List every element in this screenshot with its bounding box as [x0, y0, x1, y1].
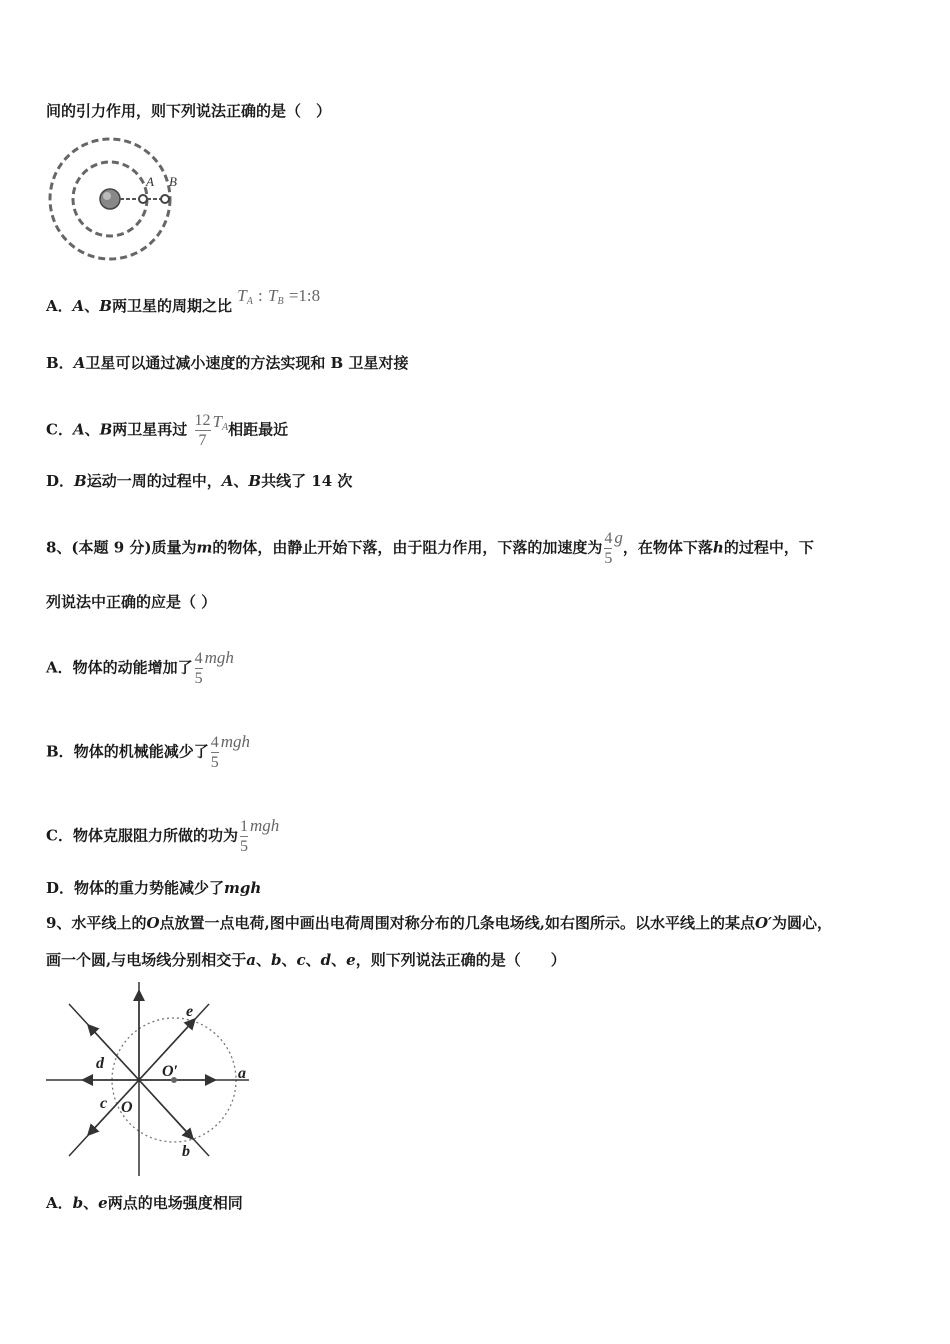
- fraction-12-7: $\frac{12}{7}$: [194, 412, 211, 449]
- label-b: B: [169, 174, 177, 189]
- q7-option-a: A．A、B两卫星的周期之比 $T_A$ : $T_B$ =1:8: [46, 286, 321, 315]
- satellite-a: [139, 195, 147, 203]
- period-ratio-formula: $T_A$ : $T_B$ =1:8: [237, 286, 321, 307]
- q9-stem-line2: 画一个圆,与电场线分别相交于a、b、c、d、e，则下列说法正确的是（ ）: [46, 951, 566, 969]
- q8-option-a: A．物体的动能增加了 $\frac{4}{5}$ mgh: [46, 647, 234, 687]
- fraction-4-5-g: $\frac{4}{5}$: [604, 530, 613, 567]
- planet: [100, 189, 120, 209]
- q8-stem-line1: 8、(本题 9 分)质量为m的物体，由静止开始下落，由于阻力作用，下落的加速度为 $\frac{4}{5}$ g，在物体下落h的过程中，下: [46, 527, 814, 567]
- label-a: A: [146, 174, 154, 189]
- satellite-b: [161, 195, 169, 203]
- orbit-figure: [44, 136, 189, 264]
- field-figure: [44, 982, 254, 1178]
- label-c: c: [100, 1095, 108, 1112]
- q8-stem-line2: 列说法中正确的应是（ ）: [46, 593, 217, 611]
- q7-option-b: B．A卫星可以通过减小速度的方法实现和 B 卫星对接: [46, 354, 409, 372]
- planet-highlight: [103, 192, 111, 200]
- label-b: b: [182, 1143, 190, 1160]
- label-d: d: [96, 1055, 104, 1072]
- label-e: e: [186, 1003, 194, 1020]
- q7-option-c: C．A、B两卫星再过 $\frac{12}{7}$ $T^A$相距最近: [46, 411, 289, 449]
- q7-stem-tail: 间的引力作用，则下列说法正确的是（ ）: [46, 102, 332, 120]
- q8-option-d: D．物体的重力势能减少了mgh: [46, 879, 262, 897]
- q8-option-b: B．物体的机械能减少了 $\frac{4}{5}$ mgh: [46, 731, 250, 771]
- label-a: a: [238, 1065, 246, 1082]
- label-o-prime: O′: [162, 1063, 179, 1080]
- q9-stem-line1: 9、水平线上的O点放置一点电荷,图中画出电荷周围对称分布的几条电场线,如右图所示。以水平线上的某点O′为圆心，: [46, 914, 833, 932]
- q8-option-c: C．物体克服阻力所做的功为 $\frac{1}{5}$ mgh: [46, 815, 280, 855]
- label-o: O: [121, 1099, 133, 1116]
- q9-option-a: A．b、e两点的电场强度相同: [46, 1194, 243, 1212]
- q7-option-d: D．B运动一周的过程中，A、B共线了 14 次: [46, 472, 353, 490]
